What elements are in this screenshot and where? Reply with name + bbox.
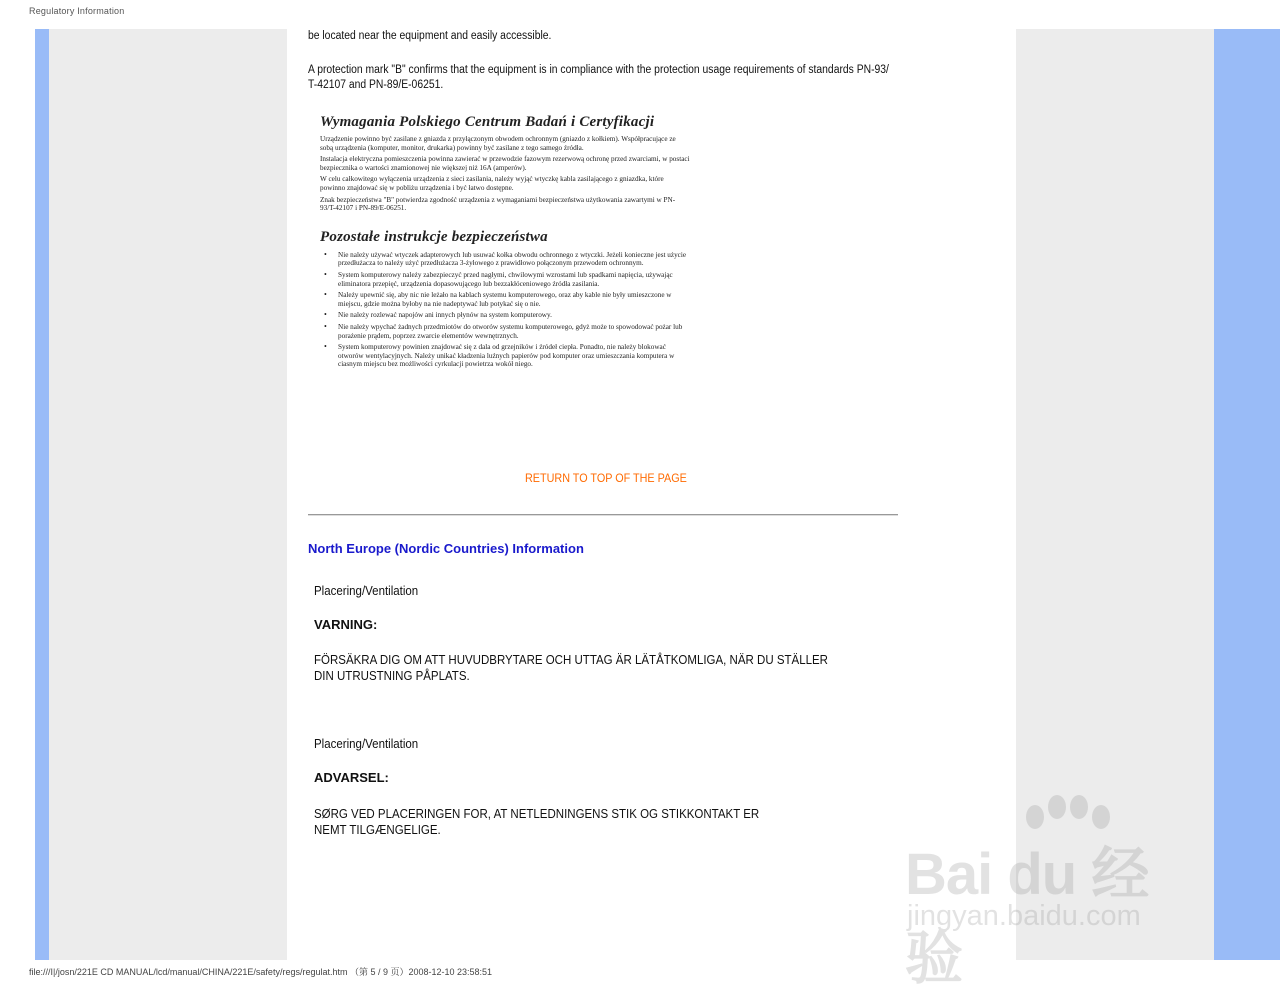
intro-paragraph-2: A protection mark "B" confirms that the equipment is in compliance with the protection usage requirements of standards PN-93/ T-42107 and PN-89/E-06251.	[308, 64, 889, 91]
scan-paragraph: W celu całkowitego wyłączenia urządzenia z sieci zasilania, należy wyjąć wtyczkę kabla zasilającego z gniazdka, które powinno znajdować się w pobliżu urządzenia i być łatwo dostępne.	[320, 175, 664, 192]
list-item-text: Nie należy wpychać żadnych przedmiotów do otworów systemu komputerowego, gdyż może to spowodować pożar lub porażenie prądem, poprzez zwarcie elementów wewnętrznych.	[338, 322, 683, 340]
polish-certification-scan	[320, 114, 690, 438]
scan-heading-other-instructions: Pozostałe instrukcje bezpieczeństwa	[320, 228, 548, 245]
page-header-title: Regulatory Information	[29, 6, 125, 16]
list-item	[320, 291, 690, 308]
list-item	[320, 271, 690, 288]
bullet-icon: •	[324, 249, 327, 259]
right-gray-margin	[1016, 29, 1214, 960]
scan-bullet-list	[320, 251, 690, 369]
bullet-icon: •	[324, 310, 327, 320]
left-gray-margin	[49, 29, 287, 960]
scan-heading-requirements: Wymagania Polskiego Centrum Badań i Certyfikacji	[320, 114, 655, 130]
warning-heading: VARNING:	[314, 617, 378, 632]
warning-heading: ADVARSEL:	[314, 770, 389, 785]
list-item-text: Nie należy rozlewać napojów ani innych płynów na system komputerowy.	[338, 311, 552, 320]
right-blue-frame	[1214, 29, 1280, 960]
section-divider	[308, 514, 898, 516]
placement-label: Placering/Ventilation	[314, 584, 419, 598]
scan-paragraph: Znak bezpieczeństwa "B" potwierdza zgodność urządzenia z wymaganiami bezpieczeństwa użytkowania zawartymi w PN-93/T-42107 i PN-89/E-06251.	[320, 195, 676, 213]
list-item-text: Należy upewnić się, aby nic nie leżało na kablach systemu komputerowego, oraz aby kable nie były umieszczone w miejscu, gdzie można byłoby na nie nadeptywać lub potykać się o nie.	[338, 291, 672, 308]
footer-file-path: file:///I|/josn/221E CD MANUAL/lcd/manual/CHINA/221E/safety/regs/regulat.htm （第 5 / 9 页）2008-12-10 23:58:51	[29, 967, 493, 977]
list-item-text: Nie należy używać wtyczek adapterowych lub usuwać kołka obwodu ochronnego z wtyczki. Jeżeli konieczne jest użycie przedłużacza to należy użyć przedłużacza 3-żyłowego z prawidłowo połączonym przewodem ochronnym.	[338, 250, 687, 268]
warning-text: FÖRSÄKRA DIG OM ATT HUVUDBRYTARE OCH UTTAG ÄR LÄTÅTKOMLIGA, NÄR DU STÄLLER DIN UTRUSTNING PÅPLATS.	[314, 653, 828, 683]
left-blue-frame	[35, 29, 49, 960]
bullet-icon: •	[324, 321, 327, 331]
bullet-icon: •	[324, 342, 327, 352]
nordic-section-title: North Europe (Nordic Countries) Information	[308, 541, 584, 556]
list-item	[320, 251, 690, 268]
list-item	[320, 311, 690, 320]
bullet-icon: •	[324, 269, 327, 279]
bullet-icon: •	[324, 290, 327, 300]
list-item	[320, 343, 690, 369]
intro-paragraph-1: be located near the equipment and easily accessible.	[308, 30, 552, 42]
scan-paragraph: Urządzenie powinno być zasilane z gniazda z przyłączonym obwodem ochronnym (gniazdo z kołkiem). Współpracujące ze sobą urządzenia (komputer, monitor, drukarka) powinny być zasilane z tego samego źródła.	[320, 135, 676, 152]
list-item-text: System komputerowy powinien znajdować się z dala od grzejników i źródeł ciepła. Ponadto, nie należy blokować otworów wentylacyjnych. Należy unikać kładzenia luźnych papierów pod komputer oraz umieszczania komputera w ciasnym miejscu bez możliwości cyrkulacji powietrza wokół niego.	[338, 343, 675, 369]
scan-paragraph: Instalacja elektryczna pomieszczenia powinna zawierać w przewodzie fazowym rezerwową ochronę przed zwarciami, w postaci bezpiecznika o wartości znamionowej nie większej niż 16A (amperów).	[320, 155, 690, 172]
warning-text: SØRG VED PLACERINGEN FOR, AT NETLEDNINGENS STIK OG STIKKONTAKT ER NEMT TILGÆNGELIGE.	[314, 807, 760, 837]
list-item-text: System komputerowy należy zabezpieczyć przed nagłymi, chwilowymi wzrostami lub spadkami napięcia, używając eliminatora przepięć, urządzenia dopasowującego lub bezzakłóceniowego źródła zasilania.	[338, 270, 673, 288]
list-item	[320, 323, 690, 340]
return-to-top-link[interactable]: RETURN TO TOP OF THE PAGE	[525, 471, 687, 485]
placement-label: Placering/Ventilation	[314, 737, 419, 751]
watermark-domain: jingyan.baidu.com	[907, 900, 1141, 932]
watermark-brand: Bai du 经验	[905, 842, 1149, 991]
